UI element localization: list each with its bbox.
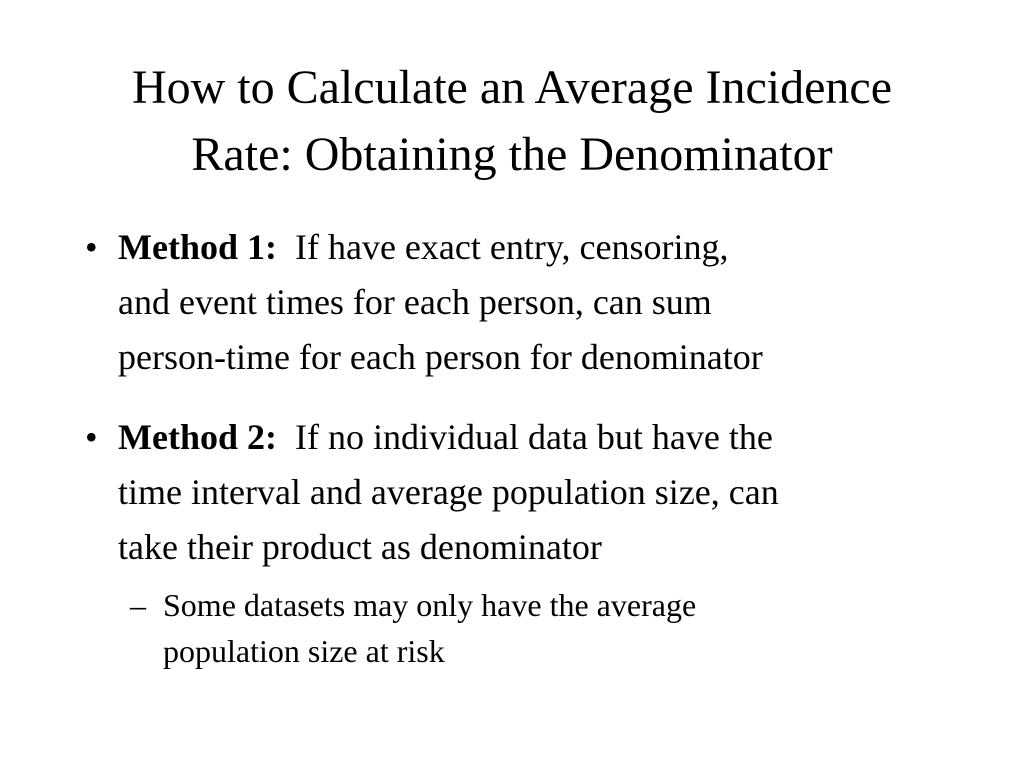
bullet-line: time interval and average population size, can bbox=[118, 472, 779, 512]
slide-title bbox=[40, 54, 984, 188]
slide-title-line: Rate: Obtaining the Denominator bbox=[191, 128, 833, 181]
bullet-line: and event times for each person, can sum bbox=[118, 282, 712, 322]
bullet-marker: • bbox=[85, 227, 98, 267]
bullet-line: person-time for each person for denominator bbox=[118, 337, 763, 377]
bullet-text: If no individual data but have the bbox=[294, 417, 773, 457]
sub-bullet-line: Some datasets may only have the average bbox=[163, 587, 697, 623]
bullet-lead: Method 1: bbox=[118, 227, 277, 267]
sub-bullet-item bbox=[130, 582, 950, 674]
sub-bullet-marker: – bbox=[130, 587, 146, 623]
bullet-line bbox=[118, 410, 965, 465]
bullet-text: If have exact entry, censoring, bbox=[294, 227, 729, 267]
bullet-body bbox=[118, 220, 965, 385]
bullet-line bbox=[118, 220, 965, 275]
bullet-body bbox=[118, 410, 965, 575]
bullet-item-method-2 bbox=[85, 410, 965, 575]
sub-bullet-body bbox=[163, 582, 950, 674]
sub-bullet-line: population size at risk bbox=[163, 633, 445, 669]
bullet-item-method-1 bbox=[85, 220, 965, 385]
bullet-lead: Method 2: bbox=[118, 417, 277, 457]
slide-title-line: How to Calculate an Average Incidence bbox=[131, 61, 893, 114]
bullet-marker: • bbox=[85, 417, 98, 457]
bullet-line: take their product as denominator bbox=[118, 527, 602, 567]
